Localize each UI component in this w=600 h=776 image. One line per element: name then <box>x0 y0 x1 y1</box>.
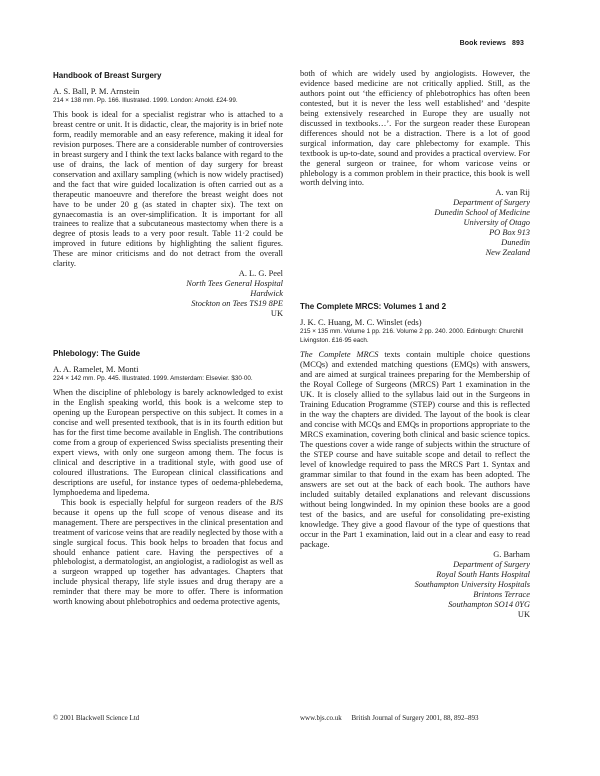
page-number: 893 <box>512 40 524 47</box>
reviewer-affiliation-line: Hardwick <box>250 289 283 299</box>
review-body: both of which are widely used by angiologists. However, the evidence based medicine are not critically applied. Still, as the authors point out ‘the efficiency of phlebotrophics has often been contested, but it is never the less well established’ and ‘despite being extensively researched in Europe they are usually not discussed in textbooks…’. For the surgeon reader these European differences should not be a distraction. There is a lot of good surgical information, day care phlebectomy for example. This textbook is up-to-date, sound and provides a practical overview. For the general surgeon or trainee, for whom varicose veins or phlebology is a common problem in their practice, this book is well worth delving into. <box>300 69 530 188</box>
reviewer-affiliation-line: University of Otago <box>463 218 530 228</box>
review-phlebology <box>53 349 283 607</box>
reviewer-affiliation-line: Southampton University Hospitals <box>414 579 530 589</box>
review-complete-mrcs <box>300 302 530 619</box>
reviewer-affiliation-line: PO Box 913 <box>489 228 530 238</box>
reviewer-affiliation-line: New Zealand <box>485 248 530 258</box>
review-title: Phlebology: The Guide <box>53 349 141 359</box>
review-handbook-breast-surgery <box>53 71 283 319</box>
section-name: Book reviews <box>459 40 506 47</box>
reviewer-affiliation-line: Dunedin School of Medicine <box>434 208 530 218</box>
footer-url: www.bjs.co.uk <box>300 714 342 722</box>
review-body: The Complete MRCS texts contain multiple choice questions (MCQs) and extended matching questions (EMQs) with answers, and are aimed at surgical trainees preparing for the Membership of the Royal College of Surgeons (MRCS) Part 1 examination in the UK. It is closely allied to the syllabus laid out in the Surgeons in Training Education Programme (STEP) course and this is reflected in the way the chapters are divided. The layout of the book is clear and concise with MCQs and EMQs in proportions appropriate to the MRCS examination, covering both clinical and basic science topics. The questions cover a wide range of subjects within the structure of the STEP course and have suitable scope and detail to reflect the level of knowledge required to pass the MRCS Part 1. Syntax and grammar similar to that found in the exam has been adopted. The answers are set out at the back of each book. The authors have included suitably detailed explanations and relevant discussions without being longwinded. In my opinion these books are a good test of the basics, and are useful for consolidating pre-existing knowledge. They give a good flavour of the type of questions that occur in the Part 1 examination, laid out in a clear and easy to read package. <box>300 350 530 549</box>
review-authors: A. A. Ramelet, M. Monti <box>53 364 139 375</box>
footer-copyright: © 2001 Blackwell Science Ltd <box>53 714 140 722</box>
reviewer-affiliation-line: UK <box>517 609 530 619</box>
reviewer-affiliation-line: Southampton SO14 0YG <box>448 599 530 609</box>
right-column <box>300 69 530 620</box>
reviewer-affiliation-line: Dunedin <box>501 238 530 248</box>
reviewer-name: A. L. G. Peel <box>238 269 283 279</box>
reviewer-name: A. van Rij <box>495 188 530 198</box>
review-authors: J. K. C. Huang, M. C. Winslet (eds) <box>300 317 422 328</box>
reviewer-affiliation-line: Brintons Terrace <box>473 589 530 599</box>
reviewer-affiliation-line: North Tees General Hospital <box>186 279 283 289</box>
review-meta: 215 × 135 mm. Volume 1 pp. 216. Volume 2 pp. 240. 2000. Edinburgh: Churchill Livingston. £16·95 each. <box>300 328 524 345</box>
review-meta: 214 × 138 mm. Pp. 166. Illustrated. 1999. London: Arnold. £24·99. <box>53 97 238 104</box>
reviewer-affiliation-line: Department of Surgery <box>453 198 530 208</box>
review-meta: 224 × 142 mm. Pp. 445. Illustrated. 1999. Amsterdam: Elsevier. $30·00. <box>53 375 253 383</box>
running-header <box>456 40 524 47</box>
book-title-italic: The Complete MRCS <box>300 350 379 360</box>
reviewer-affiliation-line: Department of Surgery <box>453 559 530 569</box>
reviewer-affiliation-line: Stockton on Tees TS19 8PE <box>191 299 283 309</box>
footer-journal: British Journal of Surgery 2001, 88, 892–893 <box>351 714 479 722</box>
review-body-paragraph: This book is especially helpful for surgeon readers of the BJS because it opens up the full scope of venous disease and its management. There are perspectives in the clinical presentation and treatment of varicose veins that are readily neglected by those with a single surgical focus. This book helps to broaden that focus and should enhance patient care. Having the perspectives of a phlebologist, a dermatologist, an angiologist, a radiologist as well as a surgeon wrapped up together has advantages. Chapters that include physical therapy, life style issues and drug therapy are a reminder that there may be more to offer. There is information worth knowing about phlebotrophics and oedema protective agents, <box>53 497 283 607</box>
review-phlebology-continued <box>300 69 530 258</box>
review-authors: A. S. Ball, P. M. Arnstein <box>53 86 140 96</box>
review-title: Handbook of Breast Surgery <box>53 71 162 80</box>
reviewer-affiliation-line: Royal South Hants Hospital <box>436 569 530 579</box>
review-body: When the discipline of phlebology is barely acknowledged to exist in the English speaking world, this book is a welcome step to opening up the European perspective on this subject. It comes in a concise and well presented textbook, that is in its fourth edition but has for the first time become available in English. The contributions come from a group of experienced Swiss specialists presenting their expert views, with only one surgeon among them. The focus is clinical and descriptive in a traditional style, with good use of coloured illustrations. The European clinical classifications and descriptions are useful, for instance types of oedema-phlebedema, lymphoedema and lipedema. <box>53 388 283 497</box>
review-body: This book is ideal for a specialist registrar who is attached to a breast centre or unit. It is didactic, clear, the majority is in brief note form, readily memorable and an easy reference, making it ideal for revision purposes. There are a considerable number of controversies in breast surgery and I think the text lacks balance with regard to the use of drains, the lack of mention of day surgery for breast conservation and axillary sampling (which is now widely practised) and the fact that wire guided localization is often carried out as a therapeutic manoeuvre and therefore the breast weight does not have to be under 20 g (as stated in chapter six). The text on gynaecomastia is an over-simplification. It is important for all trainees to realize that a subcutaneous mastectomy when there is a degree of ptosis leads to a very poor result. Table 11·2 could be improved in future editions by highlighting the salient figures. These are minor criticisms and do not detract from the overall clarity. <box>53 110 283 269</box>
journal-name: BJS <box>269 497 283 507</box>
reviewer-affiliation-line: UK <box>270 309 283 319</box>
reviewer-name: G. Barham <box>493 549 530 559</box>
left-column <box>53 71 283 607</box>
review-title: The Complete MRCS: Volumes 1 and 2 <box>300 302 447 312</box>
footer-citation <box>300 714 487 722</box>
